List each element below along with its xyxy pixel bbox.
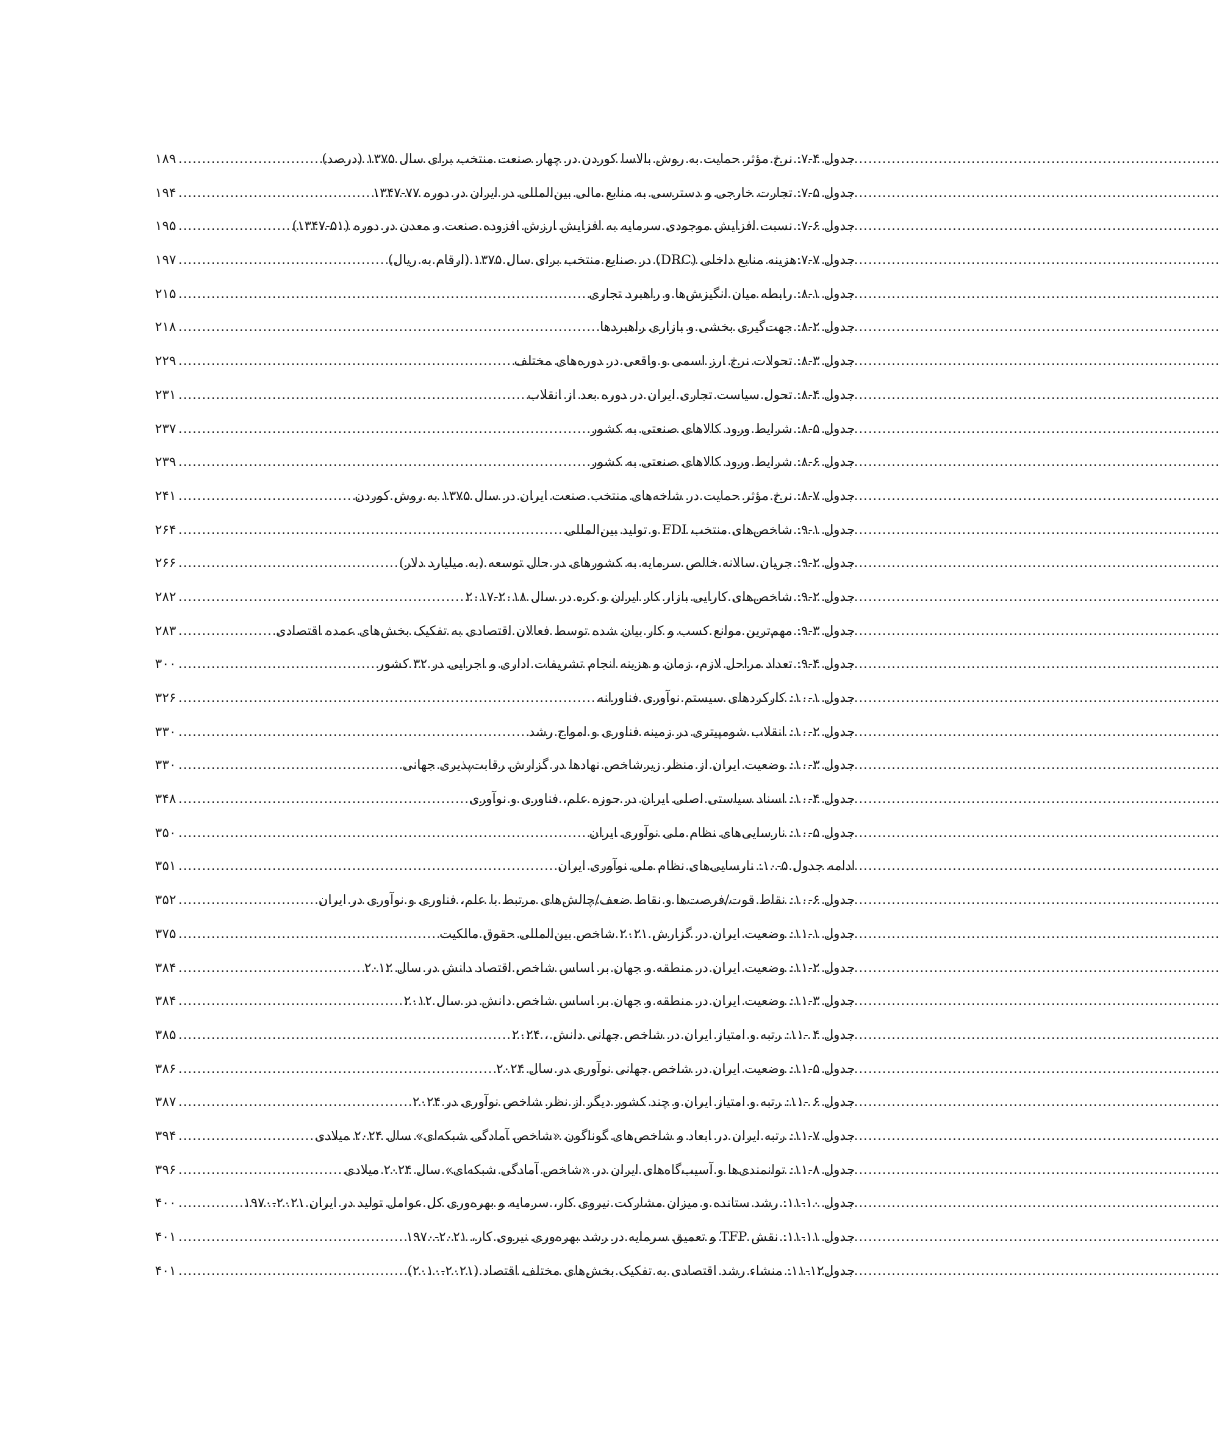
toc-entry[interactable]: [155, 855, 855, 889]
toc-entry-title: جدول ۱-۱۱: وضعیت ایران در گزارش ۲۰۲۱ شاخص بین‌المللی حقوق مالکیت: [439, 926, 855, 942]
toc-entry-title: جدول ۶-۱۰: نقاط قوت/فرصت‌ها و نقاط ضعف/چالش‌های مرتبط با علم، فناوری و نوآوری در ایران: [318, 893, 855, 909]
toc-entry[interactable]: [155, 451, 855, 485]
toc-entry[interactable]: [155, 1226, 855, 1260]
toc-dot-leader: [178, 182, 370, 206]
toc-entry[interactable]: [155, 1091, 855, 1125]
toc-dot-leader: [178, 283, 587, 307]
toc-entry-page-number: ۱۹۵: [155, 219, 177, 235]
toc-dot-leader: [178, 552, 397, 576]
toc-entry[interactable]: [155, 485, 855, 519]
toc-entry-title: جدول ۷-۸: نرخ مؤثر حمایت در شاخه‌های منتخب صنعت ایران در سال ۱۳۷۵ به روش کوردن: [354, 488, 855, 504]
toc-entry-title: جدول ۳-۸: تحولات نرخ ارز اسمی و واقعی در دوره‌های مختلف: [514, 354, 855, 370]
toc-entry[interactable]: [155, 923, 855, 957]
toc-entry[interactable]: [155, 1024, 855, 1058]
toc-entry-page-number: ۳۸۵: [155, 1027, 177, 1043]
toc-entry-title: جدول ۶-۷: نسبت افزایش موجودی سرمایه به افزایش ارزش افزوده صنعت و معدن در دوره (۵۱-۱۳۴۷): [292, 219, 855, 235]
toc-entry-page-number: ۲۳۱: [155, 387, 177, 403]
toc-entry-page-number: ۳۵۲: [155, 893, 177, 909]
toc-entry-title: جدول ۴ -۱۱: رتبه و امتیاز ایران در شاخص جهانی دانش ، ۲۰۲۴: [511, 1027, 855, 1043]
toc-entry-title: جدول ۱-۱۰: کارکردهای سیستم نوآوری فناورانه: [597, 691, 855, 706]
toc-entry[interactable]: [155, 350, 855, 384]
toc-entry-title: جدول ۳-۱۰: وضعیت ایران از منظر زیرشاخص نهادها در گزارش رقابت‌پذیری جهانی: [402, 758, 855, 774]
toc-entry[interactable]: [155, 586, 855, 620]
toc-dot-leader: [178, 754, 400, 778]
toc-entry-page-number: ۳۸۴: [155, 960, 177, 976]
toc-entry-page-number: ۱۹۷: [155, 253, 177, 269]
toc-entry[interactable]: [155, 283, 855, 317]
toc-entry-page-number: ۳۵۱: [155, 859, 177, 875]
toc-entry-page-number: ۴۰۱: [155, 1230, 177, 1245]
toc-entry[interactable]: [155, 1125, 855, 1159]
toc-entry[interactable]: [155, 552, 855, 586]
toc-dot-leader: [178, 418, 589, 442]
toc-dot-leader: [178, 620, 274, 644]
toc-entry-page-number: ۳۴۸: [155, 792, 177, 808]
toc-entry-title: جدول ۱-۹: شاخص‌های منتخب FDI و تولید بین‌المللی: [564, 522, 855, 538]
toc-entry-page-number: ۱۸۹: [155, 152, 177, 167]
toc-entry[interactable]: [155, 754, 855, 788]
toc-entry-page-number: ۳۰۰: [155, 657, 177, 673]
toc-entry-page-number: ۲۶۶: [155, 556, 177, 572]
toc-entry[interactable]: [155, 822, 855, 856]
toc-dot-leader: [178, 990, 401, 1014]
toc-dot-leader: [178, 1058, 494, 1082]
toc-entry-page-number: ۳۹۶: [155, 1162, 177, 1178]
toc-entry[interactable]: [155, 687, 855, 721]
toc-entry[interactable]: [155, 788, 855, 822]
toc-entry-page-number: ۴۰۰: [155, 1196, 177, 1212]
toc-entry-page-number: ۲۲۹: [155, 354, 177, 370]
table-of-tables: [155, 148, 855, 1293]
toc-dot-leader: [178, 687, 595, 711]
toc-entry-title: جدول ۱-۸: رابطه میان انگیزش‌ها و راهبرد تجاری: [588, 286, 855, 302]
toc-entry-page-number: ۳۸۷: [155, 1095, 177, 1111]
toc-entry-title: جدول ۵-۱۰: نارسایی‌های نظام ملی نوآوری ایران: [589, 825, 855, 841]
toc-dot-leader: [178, 957, 362, 981]
toc-entry-title: جدول ۳-۱۱: وضعیت ایران در منطقه و جهان بر اساس شاخص دانش در سال ۲۰۱۲: [403, 994, 855, 1010]
toc-entry[interactable]: [155, 182, 855, 216]
toc-entry-page-number: ۲۳۹: [155, 455, 177, 471]
toc-entry-title: جدول ۲-۸: جهت‌گیری بخشی و بازاری راهبردها: [599, 320, 855, 336]
toc-entry[interactable]: [155, 215, 855, 249]
toc-dot-leader: [178, 855, 556, 879]
toc-entry-title: جدول ۵-۱۱: وضعیت ایران در شاخص جهانی نوآوری در سال ۲۰۲۴: [496, 1061, 855, 1077]
toc-dot-leader: [178, 653, 376, 677]
toc-dot-leader: [178, 1226, 404, 1250]
toc-entry-title: جدول ۱۱-۱۱: نقش TFP و تعمیق سرمایه در رشد بهره‌وری نیروی کار، ۲۰۲۱-۱۹۷۰: [406, 1230, 855, 1245]
toc-entry-title: جدول ۷-۱۱: رتبه ایران در ابعاد و شاخص‌های گوناگون «شاخص آمادگی شبکه‌ای» سال ۲۰۲۴ میلادی: [314, 1128, 855, 1144]
toc-entry-title: جدول ۴-۹: تعداد مراحل لازم، زمان و هزینه انجام تشریفات اداری و اجرایی در ۳۲ کشور: [377, 657, 855, 673]
toc-dot-leader: [178, 1125, 313, 1149]
toc-entry-title: جدول ۲-۹: شاخص‌های کارایی بازار کار ایران و کره در سال ۲۰۱۸-۲۰۱۷: [465, 589, 855, 605]
toc-entry-page-number: ۳۸۶: [155, 1061, 177, 1077]
toc-entry-page-number: ۲۶۴: [155, 522, 177, 538]
toc-entry[interactable]: [155, 721, 855, 755]
toc-entry-title: جدول ۶ -۱۱: رتبه و امتیاز ایران و چند کشور دیگر از نظر شاخص نوآوری در ۲۰۲۴: [412, 1095, 855, 1111]
toc-entry-page-number: ۲۱۸: [155, 320, 177, 336]
toc-dot-leader: [178, 451, 589, 475]
toc-dot-leader: [178, 1024, 510, 1048]
toc-entry[interactable]: [155, 418, 855, 452]
toc-dot-leader: [178, 1260, 405, 1284]
toc-dot-leader: [178, 316, 598, 340]
toc-entry-page-number: ۲۸۳: [155, 623, 177, 639]
toc-dot-leader: [178, 384, 525, 408]
toc-entry-page-number: ۲۸۲: [155, 589, 177, 605]
toc-entry-title: جدول ۲-۹: جریان سالانه خالص سرمایه به کشورهای در حال توسعه (به میلیارد دلار): [399, 556, 855, 572]
toc-entry-title: ادامه جدول ۵-۱۰: نارسایی‌های نظام ملی نوآوری ایران: [557, 859, 855, 875]
toc-dot-leader: [178, 889, 316, 913]
toc-entry[interactable]: [155, 384, 855, 418]
toc-entry-page-number: ۳۳۰: [155, 724, 177, 740]
toc-entry-page-number: ۳۷۵: [155, 926, 177, 942]
toc-entry-page-number: ۲۳۷: [155, 421, 177, 437]
toc-entry[interactable]: [155, 1058, 855, 1092]
toc-entry-page-number: ۲۴۱: [155, 488, 177, 504]
toc-dot-leader: [178, 1159, 342, 1183]
toc-entry[interactable]: [155, 990, 855, 1024]
toc-entry-title: جدول۱۲-۱۱: منشاء رشد اقتصادی به تفکیک بخش‌های مختلف اقتصاد (۲۰۲۱-۲۰۱۰): [407, 1263, 855, 1279]
toc-entry-page-number: ۲۱۵: [155, 286, 177, 302]
toc-dot-leader: [178, 721, 527, 745]
toc-entry-title: جدول ۵-۸: شرایط ورود کالاهای صنعتی به کشور: [590, 421, 855, 437]
toc-dot-leader: [178, 350, 512, 374]
toc-dot-leader: [178, 788, 467, 812]
toc-entry[interactable]: [155, 620, 855, 654]
toc-entry-page-number: ۳۲۶: [155, 691, 177, 706]
toc-entry-title: جدول ۱۰-۱۱: رشد ستانده و میزان مشارکت نیروی کار، سرمایه و بهره‌وری کل عوامل تولید در ایران ۲۰۲۱-۱۹۷۰: [243, 1196, 855, 1212]
toc-entry-title: جدول ۶-۸: شرایط ورود کالاهای صنعتی به کشور: [590, 455, 855, 471]
toc-entry-title: جدول ۴-۷: نرخ مؤثر حمایت به روش بالاسا کوردن در چهار صنعت منتخب برای سال ۱۳۷۵ (درصد): [321, 152, 855, 167]
toc-entry[interactable]: [155, 1159, 855, 1193]
toc-entry-title: جدول ۴-۱۰: اسناد سیاستی اصلی ایران در حوزه علم، فناوری و نوآوری: [469, 792, 855, 808]
toc-dot-leader: [178, 215, 290, 239]
toc-dot-leader: [178, 923, 437, 947]
toc-dot-leader: [178, 148, 320, 172]
toc-entry[interactable]: [155, 653, 855, 687]
toc-entry-page-number: ۳۳۰: [155, 758, 177, 774]
toc-entry-title: جدول ۸-۱۱: توانمندی‌ها و آسیب‌گاه‌های ایران در «شاخص آمادگی شبکه‌ای» سال ۲۰۲۴ میلادی: [344, 1162, 855, 1178]
toc-entry-title: جدول ۴-۸: تحول سیاست تجاری ایران در دوره بعد از انقلاب: [527, 387, 855, 403]
toc-entry-title: جدول ۳-۹: مهم‌ترین موانع کسب و کار بیان شده توسط فعالان اقتصادی به تفکیک بخش‌های عمده اقتصادی: [275, 623, 855, 639]
toc-entry-page-number: ۳۸۴: [155, 994, 177, 1010]
toc-dot-leader: [178, 519, 563, 543]
toc-entry[interactable]: [155, 519, 855, 553]
toc-dot-leader: [178, 1192, 241, 1216]
toc-dot-leader: [178, 249, 386, 273]
toc-entry[interactable]: [155, 1260, 855, 1294]
toc-dot-leader: [178, 485, 352, 509]
toc-entry[interactable]: [155, 316, 855, 350]
toc-entry-title: جدول ۲-۱۰: انقلاب شومپیتری در زمینه فناوری و امواج رشد: [528, 724, 855, 740]
toc-entry-page-number: ۳۹۴: [155, 1128, 177, 1144]
toc-entry-title: جدول ۷-۷:هزینه منابع داخلی (DRC) در صنایع منتخب برای سال ۱۳۷۵ (ارقام به ریال): [388, 253, 855, 269]
toc-entry-page-number: ۱۹۴: [155, 185, 177, 201]
toc-entry-page-number: ۳۵۰: [155, 825, 177, 841]
toc-entry[interactable]: [155, 957, 855, 991]
toc-entry[interactable]: [155, 889, 855, 923]
toc-entry[interactable]: [155, 249, 855, 283]
toc-entry-title: جدول ۵-۷: تجارت خارجی و دسترسی به منابع مالی بین‌المللی در ایران در دوره ۷۷-۱۳۴۷: [372, 185, 855, 201]
toc-dot-leader: [178, 586, 463, 610]
toc-dot-leader: [178, 1091, 410, 1115]
toc-entry[interactable]: [155, 1192, 855, 1226]
toc-dot-leader: [178, 822, 587, 846]
toc-entry[interactable]: [155, 148, 855, 182]
toc-entry-title: جدول ۲-۱۱: وضعیت ایران در منطقه و جهان بر اساس شاخص اقتصاد دانش در سال ۲۰۱۲: [364, 960, 855, 976]
toc-entry-page-number: ۴۰۱: [155, 1263, 177, 1279]
